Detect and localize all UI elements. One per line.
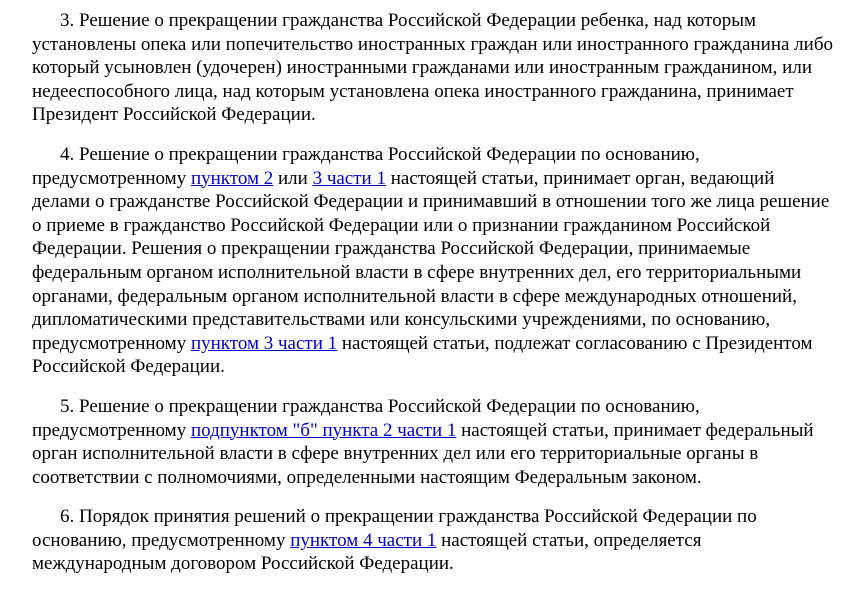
paragraph-4-text-3: настоящей статьи, принимает орган, ведающий делами о гражданстве Российской Федерации и принимавший в отношении того же лица решение о приеме в гражданство Российской Федерации или о признании гражданином Российской Федерации. Решения о прекращении гражданства Российской Федерации, принимаемые федеральным органом исполнительной власти в сфере внутренних дел, его территориальными органами, федеральным органом исполнительной власти в сфере международных отношений, дипломатическими представительствами или консульскими учреждениями, по основанию, предусмотренному xyxy=(32,167,830,354)
paragraph-5-text-2: настоящей статьи, принимает федеральный орган исполнительной власти в сфере внутренних дел или его территориальные органы в соответствии с полномочиями, определенными настоящим Федеральным законом. xyxy=(32,419,814,488)
paragraph-6-text-1: 6. Порядок принятия решений о прекращении гражданства Российской Федерации по основанию, предусмотренному xyxy=(32,506,757,551)
paragraph-6 xyxy=(32,505,836,576)
link-point-4-part-1[interactable]: пунктом 4 части 1 xyxy=(290,529,437,551)
paragraph-4-text-4: настоящей статьи, подлежат согласованию с Президентом Российской Федерации. xyxy=(32,332,813,378)
paragraph-4 xyxy=(32,143,836,379)
paragraph-4-text-2: или xyxy=(273,167,313,189)
link-point-2[interactable]: пунктом 2 xyxy=(190,167,274,189)
link-part-1-point-3[interactable]: 3 части 1 xyxy=(312,167,386,189)
link-subpoint-b-point-2-part-1[interactable]: подпунктом "б" пункта 2 части 1 xyxy=(190,419,457,441)
paragraph-5 xyxy=(32,395,836,489)
paragraph-3-text: 3. Решение о прекращении гражданства Российской Федерации ребенка, над которым установлены опека или попечительство иностранных граждан или иностранного гражданина либо который усыновлен (удочерен) иностранными гражданами или иностранным гражданином, или недееспособного лица, над которым установлена опека иностранного гражданина, принимает Президент Российской Федерации. xyxy=(32,10,833,126)
paragraph-3 xyxy=(32,9,836,127)
paragraph-4-text-1: 4. Решение о прекращении гражданства Российской Федерации по основанию, предусмотренному xyxy=(32,143,700,189)
paragraph-6-text-2: настоящей статьи, определяется международным договором Российской Федерации. xyxy=(32,529,702,575)
link-point-3-part-1[interactable]: пунктом 3 части 1 xyxy=(190,332,338,354)
paragraph-5-text-1: 5. Решение о прекращении гражданства Российской Федерации по основанию, предусмотренному xyxy=(32,395,700,441)
